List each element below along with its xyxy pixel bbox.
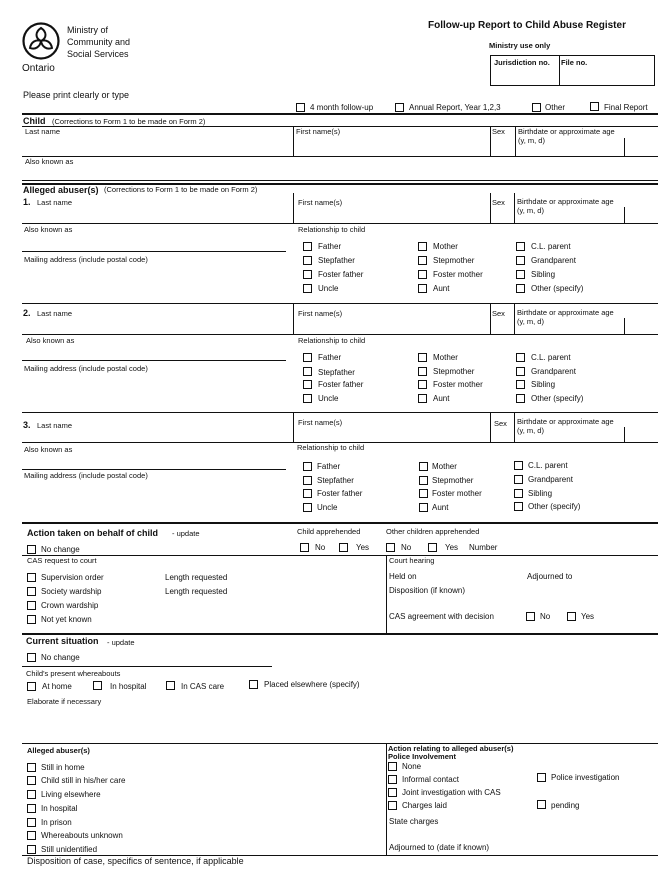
abuser-3-last-name-field[interactable]: Last name — [37, 421, 73, 430]
abuser-2-foster-mother-checkbox[interactable] — [418, 380, 427, 389]
still-unidentified-label: Still unidentified — [41, 845, 98, 854]
abuser-3-sibling-label: Sibling — [528, 489, 553, 498]
disposition-field[interactable]: Disposition (if known) — [389, 586, 466, 595]
abuser-1-sibling-label: Sibling — [531, 270, 556, 279]
abuser-1-other-label: Other (specify) — [531, 284, 584, 293]
abuser-2-stepmother-checkbox[interactable] — [418, 367, 427, 376]
abuser-3-grandparent-label: Grandparent — [528, 475, 573, 484]
other-children-no-label: No — [401, 543, 412, 552]
held-on-field[interactable]: Held on — [389, 572, 417, 581]
label-other: Other — [545, 103, 566, 112]
adjourned-date-field[interactable]: Adjourned to (date if known) — [389, 843, 490, 852]
action-update: - update — [172, 529, 200, 538]
child-last-name-field[interactable]: Last name — [25, 127, 61, 136]
elaborate-field[interactable]: Elaborate if necessary — [27, 697, 102, 706]
abuser-1-first-name-field[interactable]: First name(s) — [298, 198, 343, 207]
pending-label: pending — [551, 801, 580, 810]
abuser-3-aunt-label: Aunt — [432, 503, 449, 512]
abuser-2-mother-checkbox[interactable] — [418, 353, 427, 362]
child-ymd: (y, m, d) — [518, 136, 545, 145]
abuser-3-cl-parent-checkbox[interactable] — [514, 461, 523, 470]
in-hospital-label: In hospital — [110, 682, 147, 691]
abuser-3-uncle-checkbox[interactable] — [303, 503, 312, 512]
abuser-1-father-checkbox[interactable] — [303, 242, 312, 251]
police-investigation-label: Police investigation — [551, 773, 620, 782]
abuser-1-uncle-label: Uncle — [318, 284, 339, 293]
abuser-1-foster-father-checkbox[interactable] — [303, 270, 312, 279]
abuser-3-sex-field[interactable]: Sex — [494, 419, 507, 428]
abuser-1-grandparent-checkbox[interactable] — [516, 256, 525, 265]
abuser-3-foster-mother-label: Foster mother — [432, 489, 482, 498]
abuser-2-father-label: Father — [318, 353, 342, 362]
abuser-2-mother-label: Mother — [433, 353, 458, 362]
abuser-1-mailing-field[interactable]: Mailing address (include postal code) — [24, 255, 148, 264]
abuser-2-foster-father-label: Foster father — [318, 380, 364, 389]
crown-wardship-label: Crown wardship — [41, 601, 99, 610]
abuser-2-mailing-field[interactable]: Mailing address (include postal code) — [24, 364, 148, 373]
whereabouts-unknown-label: Whereabouts unknown — [41, 831, 123, 840]
state-charges-field[interactable]: State charges — [389, 817, 439, 826]
abuser-2-foster-father-checkbox[interactable] — [303, 380, 312, 389]
other-children-yes-checkbox[interactable] — [428, 543, 437, 552]
abuser-3-mother-label: Mother — [432, 462, 457, 471]
abuser-2-stepfather-checkbox[interactable] — [303, 367, 312, 376]
abuser-2-grandparent-checkbox[interactable] — [516, 367, 525, 376]
checkbox-4-month[interactable] — [296, 103, 305, 112]
abuser-1-mother-checkbox[interactable] — [418, 242, 427, 251]
joint-investigation-label: Joint investigation with CAS — [402, 788, 501, 797]
abuser-1-mother-label: Mother — [433, 242, 458, 251]
abuser-2-other-label: Other (specify) — [531, 394, 584, 403]
abuser-2-stepfather-label: Stepfather — [318, 368, 355, 377]
abuser-2-other-checkbox[interactable] — [516, 394, 525, 403]
supervision-order-checkbox[interactable] — [27, 573, 36, 582]
abuser-2-stepmother-label: Stepmother — [433, 367, 475, 376]
disposition-case-field[interactable]: Disposition of case, specifics of sentence, if applicable — [27, 856, 244, 866]
abuser-2-father-checkbox[interactable] — [303, 353, 312, 362]
abuser-1-stepfather-label: Stepfather — [318, 256, 355, 265]
abuser-1-father-label: Father — [318, 242, 342, 251]
other-children-label: Other children apprehended — [386, 527, 480, 536]
abuser-3-foster-mother-checkbox[interactable] — [419, 489, 428, 498]
supervision-length-field[interactable]: Length requested — [165, 573, 228, 582]
not-yet-known-label: Not yet known — [41, 615, 92, 624]
abuser-3-mailing-field[interactable]: Mailing address (include postal code) — [24, 471, 148, 480]
abuser-1-stepmother-checkbox[interactable] — [418, 256, 427, 265]
label-annual-report: Annual Report, Year 1,2,3 — [409, 103, 501, 112]
abuser-3-father-checkbox[interactable] — [303, 462, 312, 471]
abuser-3-cl-parent-label: C.L. parent — [528, 461, 568, 470]
informal-contact-checkbox[interactable] — [388, 775, 397, 784]
in-hospital-checkbox[interactable] — [93, 681, 102, 690]
action-no-change-label: No change — [41, 545, 80, 554]
checkbox-final-report[interactable] — [590, 102, 599, 111]
abuser-1-foster-father-label: Foster father — [318, 270, 364, 279]
ministry-line-1: Ministry of — [67, 25, 109, 35]
police-none-checkbox[interactable] — [388, 762, 397, 771]
at-home-label: At home — [42, 682, 72, 691]
cas-agreement-no-checkbox[interactable] — [526, 612, 535, 621]
child-aka-field[interactable]: Also known as — [25, 157, 74, 166]
abuser-1-stepmother-label: Stepmother — [433, 256, 475, 265]
abuser-3-grandparent-checkbox[interactable] — [514, 475, 523, 484]
abuser-3-stepfather-checkbox[interactable] — [303, 476, 312, 485]
abuser-1-aunt-label: Aunt — [433, 284, 450, 293]
abuser-2-first-name-field[interactable]: First name(s) — [298, 309, 343, 318]
ministry-use-label: Ministry use only — [489, 41, 551, 50]
abuser-1-foster-mother-checkbox[interactable] — [418, 270, 427, 279]
cas-request-label: CAS request to court — [27, 556, 97, 565]
cas-agreement-label: CAS agreement with decision — [389, 612, 494, 621]
abuser-1-grandparent-label: Grandparent — [531, 256, 576, 265]
other-children-number-field[interactable]: Number — [469, 543, 498, 552]
living-elsewhere-label: Living elsewhere — [41, 790, 101, 799]
not-yet-known-checkbox[interactable] — [27, 615, 36, 624]
abuser-2-aka-field[interactable]: Also known as — [26, 336, 75, 345]
police-involvement-label: Police Involvement — [388, 752, 456, 761]
current-no-change-label: No change — [41, 653, 80, 662]
police-none-label: None — [402, 762, 422, 771]
charges-laid-label: Charges laid — [402, 801, 447, 810]
child-apprehended-yes-checkbox[interactable] — [339, 543, 348, 552]
abuser-3-stepmother-label: Stepmother — [432, 476, 474, 485]
whereabouts-unknown-checkbox[interactable] — [27, 831, 36, 840]
abuser-2-cl-parent-label: C.L. parent — [531, 353, 571, 362]
abuser-2-aunt-checkbox[interactable] — [418, 394, 427, 403]
abuser-2-grandparent-label: Grandparent — [531, 367, 576, 376]
checkbox-other[interactable] — [532, 103, 541, 112]
abuser-3-uncle-label: Uncle — [317, 503, 338, 512]
still-unidentified-checkbox[interactable] — [27, 845, 36, 854]
abuser-3-sibling-checkbox[interactable] — [514, 489, 523, 498]
abuser-2-sibling-checkbox[interactable] — [516, 380, 525, 389]
child-in-care-label: Child still in his/her care — [41, 776, 126, 785]
child-apprehended-label: Child apprehended — [297, 527, 361, 536]
abuser-1-number: 1. — [23, 197, 31, 207]
at-home-checkbox[interactable] — [27, 682, 36, 691]
ministry-line-3: Social Services — [67, 49, 129, 59]
abuser-2-relationship-label: Relationship to child — [298, 336, 366, 345]
child-birthdate-field[interactable]: Birthdate or approximate age — [518, 127, 615, 136]
abuser-3-foster-father-label: Foster father — [317, 489, 363, 498]
in-cas-care-label: In CAS care — [181, 682, 225, 691]
abuser-3-aka-field[interactable]: Also known as — [24, 445, 73, 454]
abuser-1-stepfather-checkbox[interactable] — [303, 256, 312, 265]
in-prison-checkbox[interactable] — [27, 818, 36, 827]
current-no-change-checkbox[interactable] — [27, 653, 36, 662]
child-sex-field[interactable]: Sex — [492, 127, 505, 136]
abuser-3-birthdate-field[interactable]: Birthdate or approximate age — [517, 417, 614, 426]
abuser-3-relationship-label: Relationship to child — [297, 443, 365, 452]
abuser-3-foster-father-checkbox[interactable] — [303, 489, 312, 498]
abuser-1-cl-parent-label: C.L. parent — [531, 242, 571, 251]
abuser-1-ymd: (y, m, d) — [517, 206, 544, 215]
abuser-2-number: 2. — [23, 308, 31, 318]
child-first-name-field[interactable]: First name(s) — [296, 127, 341, 136]
living-elsewhere-checkbox[interactable] — [27, 790, 36, 799]
action-no-change-checkbox[interactable] — [27, 545, 36, 554]
cas-agreement-yes-label: Yes — [581, 612, 595, 621]
action-relating-label: Action relating to alleged abuser(s) — [388, 744, 514, 753]
abuser-2-foster-mother-label: Foster mother — [433, 380, 483, 389]
abuser-1-relationship-label: Relationship to child — [298, 225, 366, 234]
abuser-1-aka-field[interactable]: Also known as — [24, 225, 73, 234]
trillium-icon — [22, 22, 60, 60]
abuser-3-mother-checkbox[interactable] — [419, 462, 428, 471]
society-wardship-checkbox[interactable] — [27, 587, 36, 596]
form-title: Follow-up Report to Child Abuse Register — [428, 20, 626, 31]
checkbox-annual-report[interactable] — [395, 103, 404, 112]
court-hearing-label: Court hearing — [389, 556, 435, 565]
abuser-1-uncle-checkbox[interactable] — [303, 284, 312, 293]
society-wardship-label: Society wardship — [41, 587, 102, 596]
in-prison-label: In prison — [41, 818, 72, 827]
abuser-2-ymd: (y, m, d) — [517, 317, 544, 326]
supervision-order-label: Supervision order — [41, 573, 104, 582]
abuser-3-aunt-checkbox[interactable] — [419, 503, 428, 512]
placed-elsewhere-label: Placed elsewhere (specify) — [264, 680, 360, 689]
abuser-2-uncle-checkbox[interactable] — [303, 394, 312, 403]
current-heading: Current situation — [26, 636, 99, 646]
abuser-1-other-checkbox[interactable] — [516, 284, 525, 293]
ontario-logo — [22, 22, 60, 60]
abuser-in-hospital-label: In hospital — [41, 804, 78, 813]
cas-agreement-yes-checkbox[interactable] — [567, 612, 576, 621]
abuser-3-first-name-field[interactable]: First name(s) — [298, 418, 343, 427]
child-apprehended-no-checkbox[interactable] — [300, 543, 309, 552]
still-in-home-label: Still in home — [41, 763, 85, 772]
child-apprehended-no-label: No — [315, 543, 326, 552]
abuser-2-last-name-field[interactable]: Last name — [37, 309, 73, 318]
still-in-home-checkbox[interactable] — [27, 763, 36, 772]
abuser-2-sibling-label: Sibling — [531, 380, 556, 389]
bottom-abusers-label: Alleged abuser(s) — [27, 746, 90, 755]
whereabouts-label: Child's present whereabouts — [26, 669, 121, 678]
other-children-yes-label: Yes — [445, 543, 459, 552]
abuser-1-sex-field[interactable]: Sex — [492, 198, 505, 207]
abuser-2-sex-field[interactable]: Sex — [492, 309, 505, 318]
abuser-3-stepmother-checkbox[interactable] — [419, 476, 428, 485]
abuser-1-foster-mother-label: Foster mother — [433, 270, 483, 279]
abuser-3-other-checkbox[interactable] — [514, 502, 523, 511]
informal-contact-label: Informal contact — [402, 775, 459, 784]
abuser-1-sibling-checkbox[interactable] — [516, 270, 525, 279]
file-no-field[interactable]: File no. — [561, 58, 588, 67]
label-final-report: Final Report — [604, 103, 648, 112]
adjourned-to-field[interactable]: Adjourned to — [527, 572, 573, 581]
child-apprehended-yes-label: Yes — [356, 543, 370, 552]
print-instruction: Please print clearly or type — [23, 90, 130, 100]
abuser-2-birthdate-field[interactable]: Birthdate or approximate age — [517, 308, 614, 317]
in-cas-care-checkbox[interactable] — [166, 681, 175, 690]
abuser-1-birthdate-field[interactable]: Birthdate or approximate age — [517, 197, 614, 206]
abusers-note: (Corrections to Form 1 to be made on Form 2) — [104, 185, 258, 194]
abuser-in-hospital-checkbox[interactable] — [27, 804, 36, 813]
ministry-line-2: Community and — [67, 37, 131, 47]
current-update: - update — [107, 638, 135, 647]
abuser-1-last-name-field[interactable]: Last name — [37, 198, 73, 207]
society-length-field[interactable]: Length requested — [165, 587, 228, 596]
abuser-3-stepfather-label: Stepfather — [317, 476, 354, 485]
crown-wardship-checkbox[interactable] — [27, 601, 36, 610]
abuser-2-uncle-label: Uncle — [318, 394, 339, 403]
cas-agreement-no-label: No — [540, 612, 551, 621]
abuser-1-cl-parent-checkbox[interactable] — [516, 242, 525, 251]
placed-elsewhere-checkbox[interactable] — [249, 680, 258, 689]
police-investigation-checkbox[interactable] — [537, 773, 546, 782]
jurisdiction-no-field[interactable]: Jurisdiction no. — [494, 58, 550, 67]
child-in-care-checkbox[interactable] — [27, 776, 36, 785]
charges-laid-checkbox[interactable] — [388, 801, 397, 810]
joint-investigation-checkbox[interactable] — [388, 788, 397, 797]
abusers-heading: Alleged abuser(s) — [23, 185, 99, 195]
label-4-month: 4 month follow-up — [310, 103, 374, 112]
abuser-3-other-label: Other (specify) — [528, 502, 581, 511]
other-children-no-checkbox[interactable] — [386, 543, 395, 552]
abuser-2-aunt-label: Aunt — [433, 394, 450, 403]
child-heading: Child — [23, 116, 46, 126]
action-heading: Action taken on behalf of child — [27, 528, 159, 538]
abuser-3-father-label: Father — [317, 462, 341, 471]
abuser-3-number: 3. — [23, 420, 31, 430]
pending-checkbox[interactable] — [537, 800, 546, 809]
province-name: Ontario — [22, 63, 55, 74]
abuser-1-aunt-checkbox[interactable] — [418, 284, 427, 293]
abuser-3-ymd: (y, m, d) — [517, 426, 544, 435]
child-note: (Corrections to Form 1 to be made on Form 2) — [52, 117, 206, 126]
abuser-2-cl-parent-checkbox[interactable] — [516, 353, 525, 362]
